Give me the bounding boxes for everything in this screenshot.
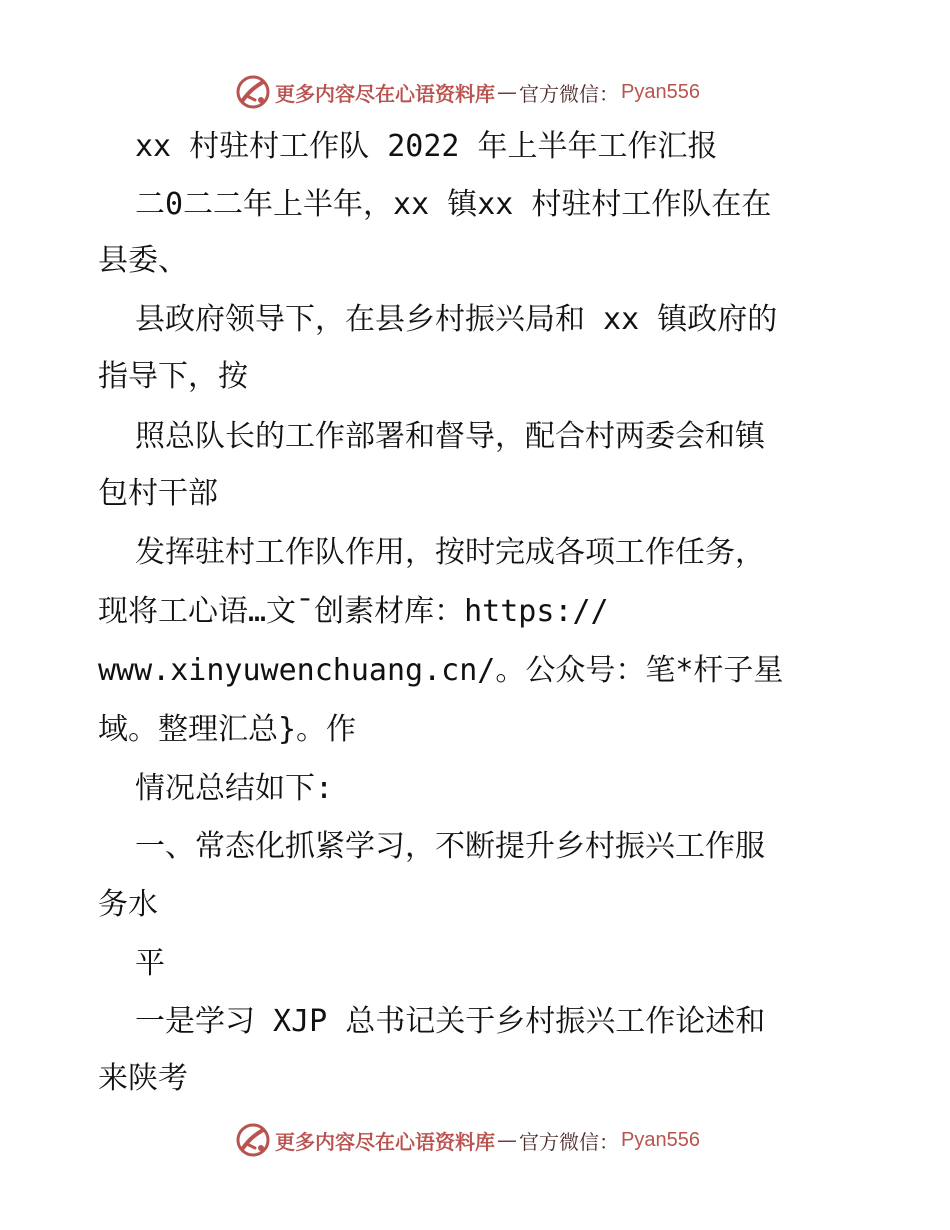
header-separator: — [497, 80, 517, 104]
paragraph-line: 照总队长的工作部署和督导，配合村两委会和镇 [135, 419, 765, 454]
paragraph-line: 情况总结如下: [135, 771, 334, 806]
page-footer [0, 1118, 950, 1162]
footer-wechat-id: Pyan556 [621, 1128, 700, 1151]
section-heading: 务水 [98, 887, 158, 922]
paragraph-line: 县委、 [98, 243, 188, 278]
paragraph-line: 二0二二年上半年，xx 镇xx 村驻村工作队在在 [135, 187, 772, 222]
section-heading: 平 [135, 946, 165, 981]
brush-seal-icon [235, 1122, 271, 1158]
paragraph-line: 县政府领导下，在县乡村振兴局和 xx 镇政府的 [135, 302, 778, 337]
paragraph-line: 域。整理汇总}。作 [98, 712, 357, 747]
paragraph-line: 发挥驻村工作队作用，按时完成各项工作任务， [135, 535, 765, 570]
paragraph-line: 现将工心语…文¯创素材库：https:// [98, 594, 609, 629]
paragraph-line: 来陕考 [98, 1061, 188, 1096]
footer-banner-text: 更多内容尽在心语资料库 [275, 1129, 495, 1154]
paragraph-line: 指导下，按 [98, 359, 248, 394]
paragraph-line: 一是学习 XJP 总书记关于乡村振兴工作论述和 [135, 1004, 766, 1039]
document-title: xx 村驻村工作队 2022 年上半年工作汇报 [135, 129, 718, 164]
paragraph-line: 包村干部 [98, 476, 218, 511]
footer-official-label: 官方微信： [519, 1129, 619, 1154]
header-official-label: 官方微信： [519, 81, 619, 106]
header-banner-text: 更多内容尽在心语资料库 [275, 81, 495, 106]
footer-separator: — [497, 1128, 517, 1152]
section-heading: 一、常态化抓紧学习，不断提升乡村振兴工作服 [135, 829, 765, 864]
footer-banner [235, 1118, 700, 1162]
paragraph-line: www.xinyuwenchuang.cn/。公众号：笔*杆子星 [98, 653, 784, 688]
header-wechat-id: Pyan556 [621, 80, 700, 103]
